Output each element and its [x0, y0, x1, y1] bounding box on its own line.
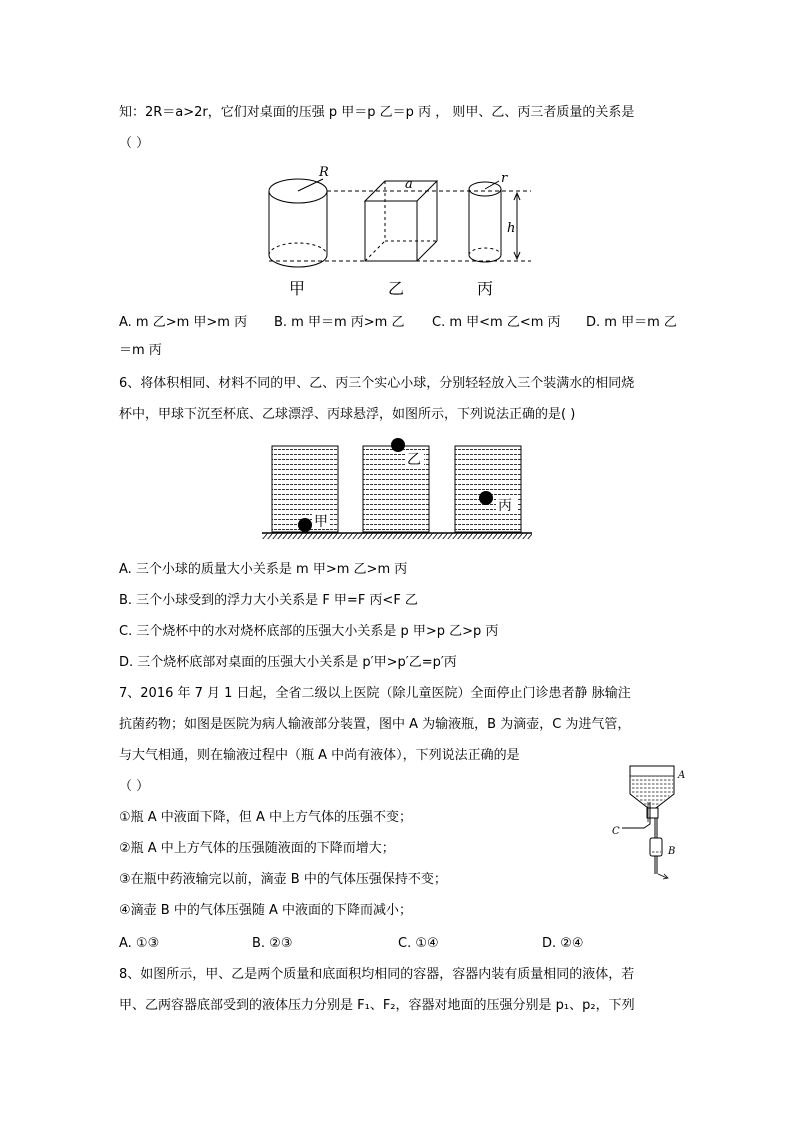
beaker-3	[455, 446, 521, 532]
q7-text-line-4: （ ）	[119, 779, 150, 794]
label-jia: 甲	[289, 279, 306, 298]
q7-figure-infusion	[604, 762, 694, 886]
q5-text-line-1: 知：2R＝a>2r，它们对桌面的压强 p 甲＝p 乙＝p 丙 ， 则甲、乙、丙三者质量的关系是	[119, 105, 635, 120]
q7-option-b[interactable]: B. ②③	[252, 936, 293, 951]
label-c-tube: C	[612, 826, 620, 837]
label-b-drip: B	[668, 846, 676, 857]
q6-option-d[interactable]: D. 三个烧杯底部对桌面的压强大小关系是 p′甲>p′乙=p′丙	[119, 655, 457, 670]
q6-option-b[interactable]: B. 三个小球受到的浮力大小关系是 F 甲=F 丙<F 乙	[119, 593, 418, 608]
q5-option-c[interactable]: C. m 甲<m 乙<m 丙	[432, 315, 561, 330]
ball-label-jia: 甲	[314, 514, 328, 530]
q7-text-line-3: 与大气相通，则在输液过程中（瓶 A 中尚有液体），下列说法正确的是	[119, 748, 520, 763]
ball-label-yi: 乙	[407, 452, 421, 468]
q7-text-line-1: 7、2016 年 7 月 1 日起，全省二级以上医院（除儿童医院）全面停止门诊患者静 脉输注	[119, 686, 631, 701]
bottle-stopper	[647, 808, 658, 818]
q7-option-c[interactable]: C. ①④	[398, 936, 439, 951]
q7-option-a[interactable]: A. ①③	[119, 936, 160, 951]
label-a-bottle: A	[678, 770, 686, 781]
q6-option-c[interactable]: C. 三个烧杯中的水对烧杯底部的压强大小关系是 p 甲>p 乙>p 丙	[119, 624, 499, 639]
label-h: h	[507, 221, 516, 236]
label-r: r	[501, 171, 508, 186]
q6-text-line-1: 6、将体积相同、材料不同的甲、乙、丙三个实心小球，分别轻轻放入三个装满水的相同烧	[119, 376, 635, 391]
q8-text-line-2: 甲、乙两容器底部受到的液体压力分别是 F₁、F₂，容器对地面的压强分别是 p₁、p₂，下列	[119, 998, 635, 1013]
q5-option-d[interactable]: D. m 甲＝m 乙	[586, 315, 677, 330]
q6-figure-beakers	[262, 432, 534, 542]
label-a: a	[405, 177, 413, 192]
q5-text-line-2: （ ）	[119, 136, 150, 151]
q5-option-d-continued: ＝m 丙	[119, 343, 162, 358]
q7-statement-1: ①瓶 A 中液面下降，但 A 中上方气体的压强不变；	[119, 810, 412, 825]
ball-label-bing: 丙	[498, 498, 512, 514]
label-R: R	[319, 165, 329, 180]
q5-figure-solids	[255, 163, 545, 303]
label-yi: 乙	[388, 279, 405, 298]
q7-text-line-2: 抗菌药物；如图是医院为病人输液部分装置，图中 A 为输液瓶，B 为滴壶，C 为进气管，	[119, 717, 631, 732]
q7-statement-2: ②瓶 A 中上方气体的压强随液面的下降而增大；	[119, 841, 395, 856]
q6-text-line-2: 杯中，甲球下沉至杯底、乙球漂浮、丙球悬浮，如图所示，下列说法正确的是( )	[119, 407, 576, 422]
q7-statement-4: ④滴壶 B 中的气体压强随 A 中液面的下降而减小；	[119, 903, 412, 918]
q7-statement-3: ③在瓶中药液输完以前，滴壶 B 中的气体压强保持不变；	[119, 872, 447, 887]
q5-option-a[interactable]: A. m 乙>m 甲>m 丙	[119, 315, 248, 330]
q7-option-d[interactable]: D. ②④	[542, 936, 584, 951]
ball-yi	[391, 438, 405, 452]
cube-yi-front	[365, 201, 417, 261]
label-bing: 丙	[477, 279, 494, 298]
q5-option-b[interactable]: B. m 甲＝m 丙>m 乙	[274, 315, 405, 330]
q6-option-a[interactable]: A. 三个小球的质量大小关系是 m 甲>m 乙>m 丙	[119, 562, 408, 577]
q8-text-line-1: 8、如图所示，甲、乙是两个质量和底面积均相同的容器，容器内装有质量相同的液体，若	[119, 967, 635, 982]
radius-R-line	[298, 179, 323, 191]
table-hatching	[262, 533, 532, 539]
ball-bing	[479, 491, 493, 505]
ball-jia	[298, 518, 312, 532]
